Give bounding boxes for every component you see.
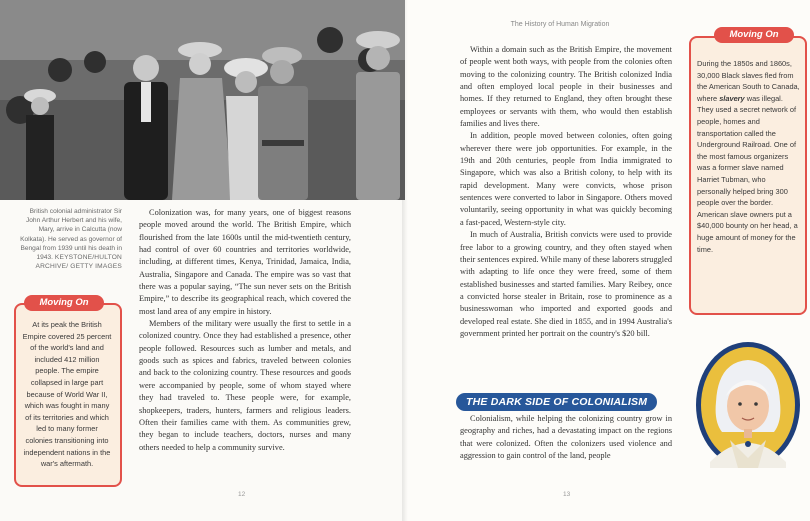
paragraph: Colonization was, for many years, one of biggest reasons people moved around the world. The British Empire, which flourished from the late 1600s until the mid-twentieth century, had control of over 60 countries and territories worldwide, including, at different times, Kenya, Trinidad, Jamaica, India, Australia, Singapore and Canada. The empire was so vast that there was a popular saying, “The sun never sets on the British Empire,” to describe its geographical reach, which covered the most land area of any empire in history. (139, 208, 351, 316)
right-body-column (460, 44, 672, 340)
historical-photo (0, 0, 405, 200)
caption-credit: KEYSTONE/HULTON ARCHIVE/ GETTY IMAGES (35, 254, 122, 271)
caption-text: British colonial administrator Sir John Arthur Herbert and his wife, Mary, arrive in Calcutta (now Kolkata). He served as governor of Bengal from 1939 until his death in 1943. (20, 208, 122, 262)
page-number-left: 12 (238, 491, 246, 498)
paragraph: Within a domain such as the British Empire, the movement of people went both ways, with people from the colonies often moving to the colonizing country. The British colonized India and often employed local people in their businesses and homes. If they returned to England, they often brought these employees or servants with them, who would then establish families and lives there. (460, 45, 672, 129)
paragraph: Members of the military were usually the first to settle in a colonized country. Once they had established a presence, other people followed. Resources such as lumber and metals, and goods such as spices and fabrics, traveled between colonies and back to the colonizing country. These resources and goods were accompanied by people, some of whom stayed where they had traveled to. These people were, for example, shopkeepers, traders, hunters, farmers and religious leaders. Often their families came with them. As communities grew, they began to include teachers, doctors, nurses and many others needed to help a community survive. (139, 319, 351, 452)
sidebar-text-right-part1: During the 1850s and 1860s, 30,000 Black slaves fled from the American South to Canada, where (697, 59, 800, 103)
paragraph: Colonialism, while helping the colonizing country grow in geography and riches, had a devastating impact on the regions that were colonized. Often the colonizers used violence and aggression to gain control of the land, people (460, 414, 672, 461)
sidebar-text-right-part2: was illegal. They used a secret network of people, homes and transportation called the Underground Railroad. One of the most famous organizers was a former slave named Harriet Tubman, who personally helped bring 300 people over the border. American slave owners put a $40,000 bounty on her head, a huge amount of money for the time. (697, 93, 798, 254)
photo-illustration (0, 0, 405, 200)
sidebar-text-left: At its peak the British Empire covered 25 percent of the world's land and included 412 million people. The empire collapsed in large part because of World War II, which was fought in many of its territories and which led to many former colonies transitioning into independent nations in the war's aftermath. (22, 320, 112, 469)
section-heading: THE DARK SIDE OF COLONIALISM (456, 393, 657, 411)
right-body-column-bottom (460, 413, 672, 462)
sidebar-tag-right: Moving On (714, 27, 794, 43)
sidebar-tag-left: Moving On (24, 295, 104, 311)
portrait-illustration (694, 340, 802, 470)
sidebar-text-right-emphasis: slavery (719, 93, 745, 103)
paragraph: In much of Australia, British convicts were used to provide free labor to a growing country, and they often stayed when their sentences expired. While many of these laborers struggled with adapting to life once they were freed, some of them established businesses and started families. Mary Reibey, once a convicted horse stealer in Britain, rose to prominence as a businesswoman who imported and exported goods and developed real estate. She died in 1855, and in 1994 Australia's government printed her portrait on the country's $20 bill. (460, 230, 672, 338)
paragraph: In addition, people moved between colonies, often going wherever there were job opportunities. For example, in the 19th and 20th centuries, people from India immigrated to Singapore, which was also a British colony, to help with its rapid development. Many were convicts, whose prison sentences were converted to labor in Singapore. Others moved voluntarily, seeing opportunity in what was quickly becoming a fast-paced, Western-style city. (460, 131, 672, 227)
photo-caption (14, 207, 122, 271)
left-body-column (139, 207, 351, 454)
sidebar-text-right (697, 58, 801, 255)
running-head: The History of Human Migration (510, 21, 610, 28)
page-number-right: 13 (563, 491, 571, 498)
